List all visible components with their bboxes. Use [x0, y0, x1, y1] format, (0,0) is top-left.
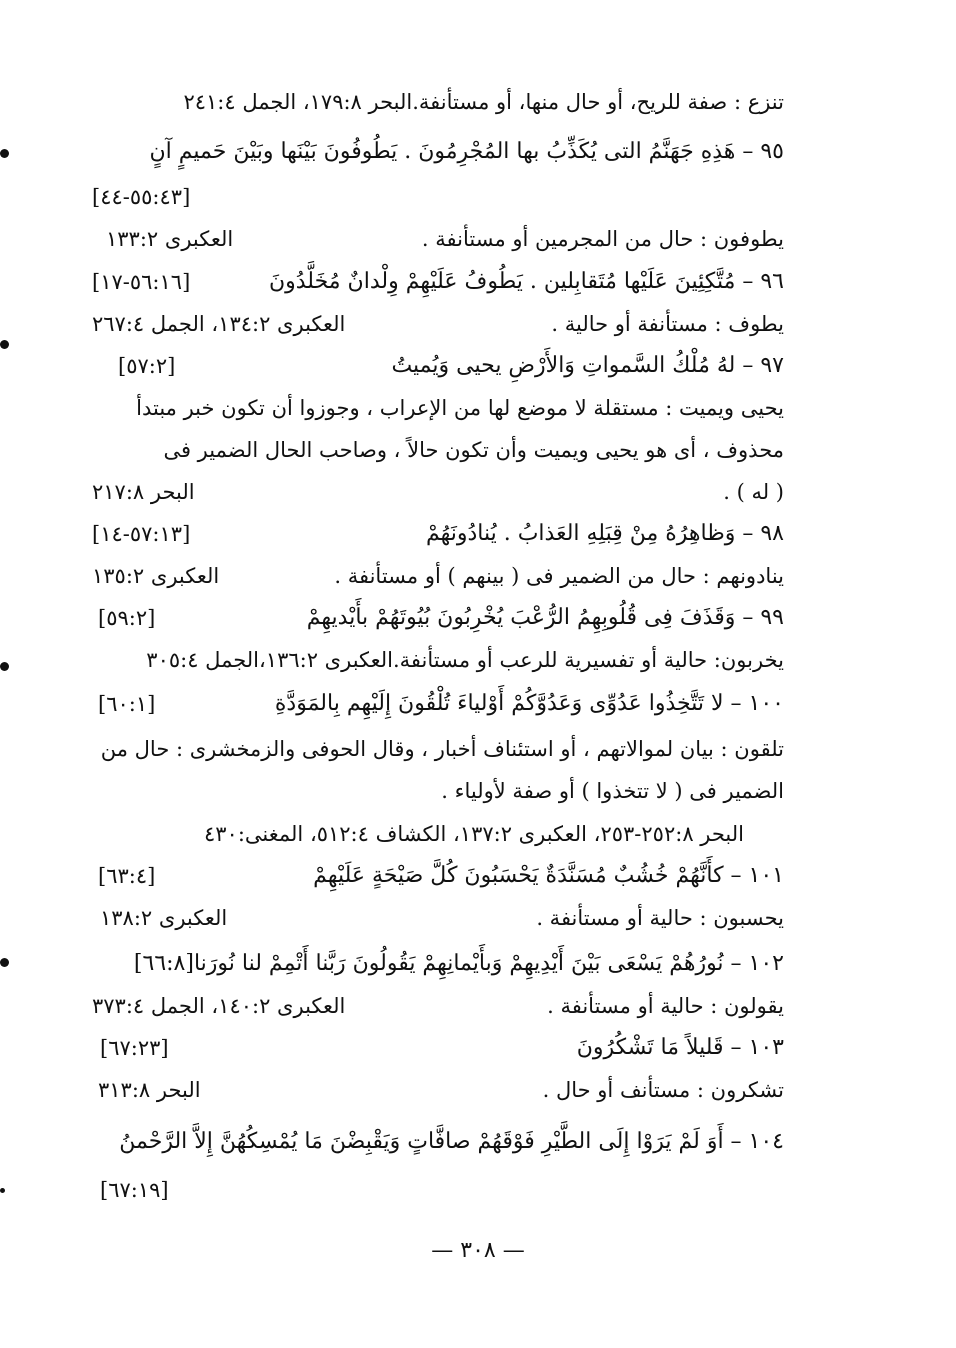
text-line: تلقون : بيان لموالاتهم ، أو استئناف أخبار ، وقال الحوفى والزمخشرى : حال من [100, 737, 784, 761]
verse-line: ٩٥ – هَذِهِ جَهَنَّمُ التى يُكَذِّبُ بها المُجْرِمُونَ . يَطُوفُونَ بَيْنَها وبَيْنَ حَميمٍ آنٍ [149, 139, 784, 164]
source-citation: العكبرى ١٣٤:٢، الجمل ٢٦٧:٤ [92, 312, 346, 336]
verse-reference: [٥٥:٤٣-٤٤] [92, 185, 191, 209]
source-citation: العكبرى ١٣٨:٢ [100, 906, 228, 930]
text-line: يطوفون : حال من المجرمين أو مستأنفة . [421, 227, 784, 251]
verse-line: ٩٩ – وَقَذَفَ فِى قُلُوبِهِمُ الرُّعْبَ يُخْرِبُونَ بُيُوتَهُمْ بأَيْديهِمْ [306, 605, 784, 630]
text-line: يخربون: حالية أو تفسيرية للرعب أو مستأنفة.العكبرى ١٣٦:٢،الجمل ٣٠٥:٤ [146, 648, 784, 672]
verse-line: ١٠٠ – لا تَتَّخِذُوا عَدُوِّى وَعَدُوَّكُمْ أَوْلياءَ تُلْقُونَ إِلَيْهِم بِالمَوَدَّةِ [274, 691, 784, 716]
source-citation: العكبرى ١٣٣:٢ [106, 227, 234, 251]
text-line: يقولون : حالية أو مستأنفة . [547, 994, 784, 1018]
verse-line: ١٠٢ – نُورُهُمْ يَسْعَى بَيْنَ أَيْدِيهِمْ وَبأَيْمانِهِمْ يَقُولُونَ رَبَّنا أَتْمِمْ لنا نُورَنا[٦٦:٨] [133, 951, 784, 976]
verse-reference: [٥٩:٢] [98, 606, 156, 630]
text-line: الضمير فى ( لا تتخذوا ) أو صفة لأولياء . [441, 779, 784, 803]
margin-dot-mark [0, 340, 9, 349]
verse-reference: [٦٧:١٩] [100, 1178, 169, 1202]
verse-reference: [٦٣:٤] [98, 864, 156, 888]
verse-reference: [٥٧:٢] [118, 354, 176, 378]
verse-reference: [٦٧:٢٣] [100, 1036, 169, 1060]
text-line: تنزع : صفة للريح، أو حال منها، أو مستأنفة.البحر ١٧٩:٨، الجمل ٢٤١:٤ [183, 90, 784, 114]
margin-dot-mark [0, 662, 9, 671]
margin-dot-mark [0, 1188, 5, 1193]
margin-dot-mark [0, 149, 9, 158]
source-citation: البحر ٢١٧:٨ [92, 480, 195, 504]
page-number: — ٣٠٨ — [431, 1238, 525, 1263]
verse-reference: [٦٠:١] [98, 692, 156, 716]
verse-reference: [٥٧:١٣-١٤] [92, 522, 191, 546]
text-line: ينادونهم : حال من الضمير فى ( بينهم ) أو مستأنفة . [334, 564, 784, 588]
margin-dot-mark [0, 958, 9, 967]
verse-line: ١٠١ – كأَنَّهُمْ خُشُبٌ مُسَنَّدَةٌ يَحْسَبُونَ كُلَّ صَيْحَةٍ عَلَيْهِمْ [313, 863, 784, 888]
verse-line: ١٠٤ – أَوَ لَمْ يَرَوْا إِلَى الطَّيْرِ فَوْقَهُمْ صافَّاتٍ وَيَقْبِضْنَ مَا يُمْسِكُهُنَّ إِلاَّ الرَّحْمنُ [119, 1129, 784, 1154]
text-line: يحسبون : حالية أو مستأنفة . [536, 906, 784, 930]
text-line: محذوف ، أى هو يحيى ويميت وأن تكون حالاً ، وصاحب الحال الضمير فى [163, 438, 784, 462]
source-citation: البحر ٣١٣:٨ [98, 1078, 201, 1102]
verse-line: ٩٨ – وَظاهِرُهُ مِنْ قِبَلِهِ العَذابُ . يُنادُونَهُمْ [425, 521, 784, 546]
source-citation: البحر ٢٥٢:٨-٢٥٣، العكبرى ١٣٧:٢، الكشاف ٥١٢:٤، المغنى:٤٣٠ [204, 822, 744, 846]
verse-line: ٩٦ – مُتَّكِئِينَ عَلَيْها مُتَقابِلين . يَطُوفُ عَلَيْهِمْ وِلْدانٌ مُخَلَّدُونَ [268, 269, 784, 294]
verse-line: ١٠٣ – قَليلاً مَا تَشْكُرُونَ [576, 1035, 784, 1060]
text-line: يحيى ويميت : مستقلة لا موضع لها من الإعراب ، وجوزوا أن تكون خبر مبتدأ [136, 396, 784, 420]
verse-reference: [٥٦:١٦-١٧] [92, 270, 191, 294]
text-line: يطوف : مستأنفة أو حالية . [551, 312, 784, 336]
verse-line: ٩٧ – لهُ مُلْكُ السَّمواتِ وَالأَرْضِ يحيى وَيُميتُ [391, 353, 784, 378]
source-citation: العكبرى ١٤٠:٢، الجمل ٣٧٣:٤ [92, 994, 346, 1018]
text-line: تشكرون : مستأنف أو حال . [542, 1078, 784, 1102]
source-citation: العكبرى ١٣٥:٢ [92, 564, 220, 588]
text-line: ( له ) . [723, 480, 784, 504]
